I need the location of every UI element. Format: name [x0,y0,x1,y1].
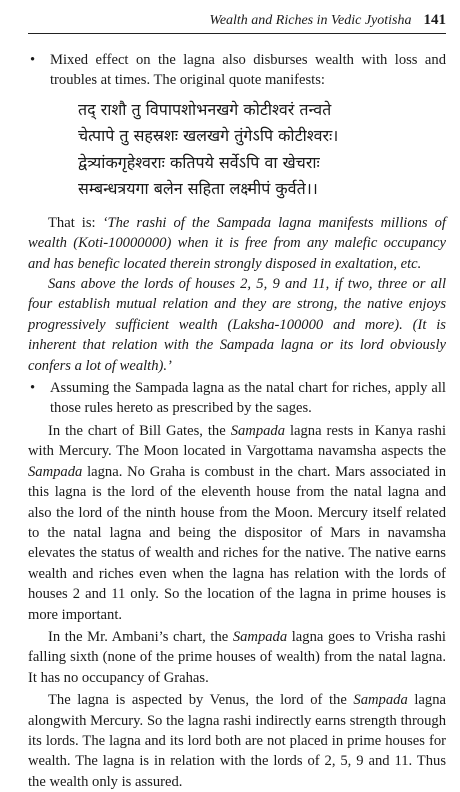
bullet-mixed-effect [28,50,446,91]
translation-paragraph-1 [28,213,446,274]
paragraph-lagna-venus [28,690,446,792]
bullet-dot: • [30,380,36,397]
text-run: lagna goes to Vrisha rashi falling sixth (none of the prime houses of wealth) from the natal lagna. It has no occupancy of Grahas. [28,628,446,686]
italic-term: Sampada [353,692,408,709]
italic-term: Sampada [28,463,83,480]
text-run: In the chart of Bill Gates, the [48,422,231,439]
page-number: 141 [423,12,446,28]
verse-line-4: सम्बन्धत्रयगा बलेन सहिता लक्ष्मीपं कुर्वते।। [78,179,318,199]
italic-term: Sampada [230,422,286,439]
bullet-dot: • [30,52,36,68]
translation-text-1: ‘The rashi of the Sampada lagna manifests millions of wealth (Koti-10000000) when it is free from any malefic occupancy and has benefic located therein strongly disposed in exaltation, etc. [28,214,446,272]
page-body [28,50,446,792]
sanskrit-verse [28,97,446,203]
translation-paragraph-2: Sans above the lords of houses 2, 5, 9 and 11, if two, three or all four establish mutual relation and they are strong, the native enjoys progressively sufficient wealth (Laksha-100000 and more). (It is inherent that relation with the Sampada lagna or its lord obviously confers a lot of wealth).’ [28,276,446,374]
bullet-assuming-sampada [28,378,446,419]
verse-line-2: चेत्पापे तु सहस्रशः खलखगे तुंगेऽपि कोटीश्वरः। [78,126,339,146]
header-rule [28,33,446,34]
text-run: lagna alongwith Mercury. So the lagna rashi indirectly earns strength through its lords. The lagna and its lord both are not placed in prime houses for wealth. The lagna is in relation with the lords of 2, 5, 9 and 11. Thus the wealth only is assured. [28,692,446,790]
text-run: lagna. No Graha is combust in the chart. Mars associated in this lagna is the lord of the eleventh house from the natal lagna and also the lord of the ninth house from the Moon. Mercury itself related to the natal lagna and being the dispositor of Mars in navamsha elevates the status of wealth and riches for the native. The native earns wealth and riches even when the lagna has relation with the lords of houses 2 and 11 only. So the location of the lagna in prime houses is more important. [28,463,446,623]
bullet-assuming-sampada-text: Assuming the Sampada lagna as the natal chart for riches, apply all those rules hereto as prescribed by the sages. [50,380,446,417]
italic-term: Sampada [232,628,288,645]
paragraph-bill-gates [28,421,446,625]
text-run: lagna rests in Kanya rashi with Mercury. The Moon located in Vargottama navamsha aspects the [28,422,447,460]
text-run: In the Mr. Ambani’s chart, the [48,628,233,645]
running-header [28,12,446,32]
running-header-title: Wealth and Riches in Vedic Jyotisha [209,13,412,28]
verse-line-3: द्वेत्र्यांकगृहेश्वराः कतिपये सर्वेऽपि वा खेचराः [78,152,320,172]
translation-lead: That is: [48,214,103,231]
verse-line-1: तद् राशौ तु विपापशोभनखगे कोटीश्वरं तन्वते [78,99,332,119]
text-run: The lagna is aspected by Venus, the lord of the [48,692,354,709]
bullet-mixed-effect-text: Mixed effect on the lagna also disburses wealth with loss and troubles at times. The original quote manifests: [50,52,446,89]
paragraph-ambani [28,627,446,688]
